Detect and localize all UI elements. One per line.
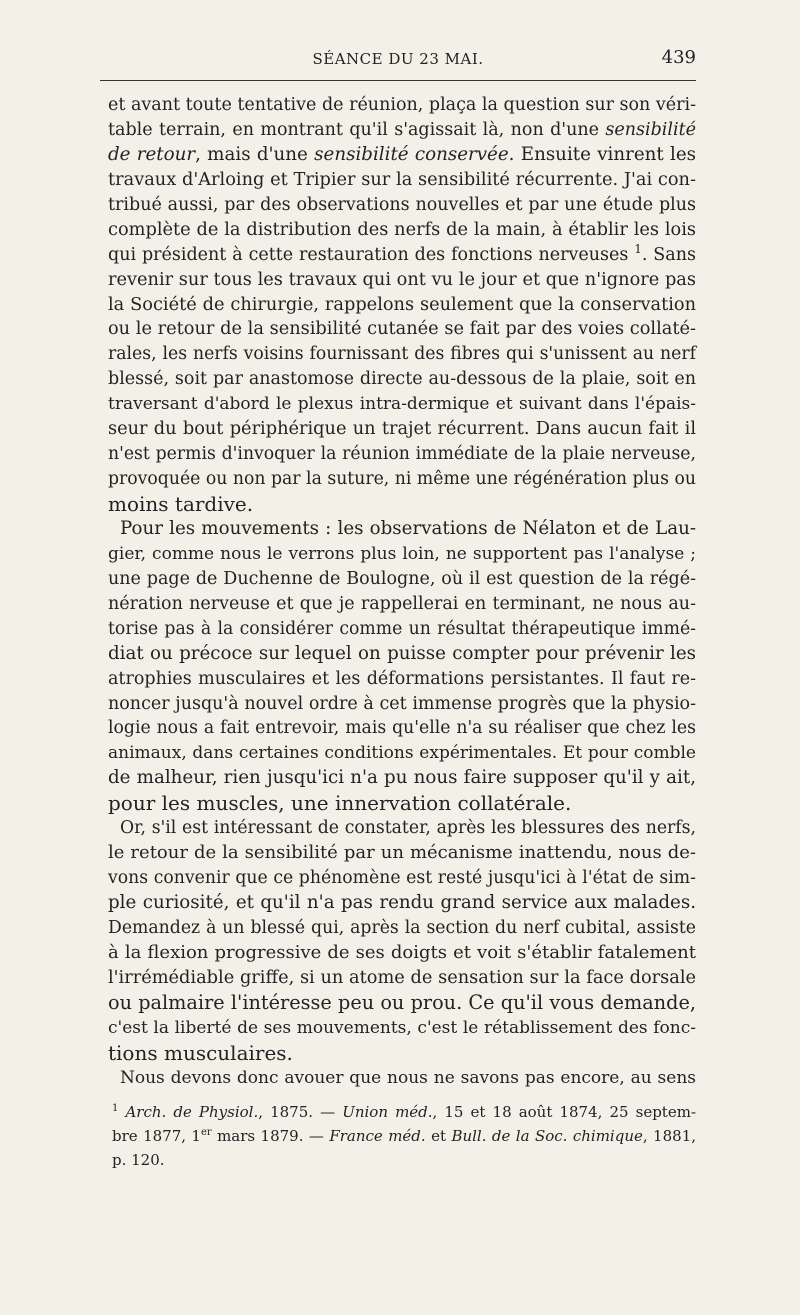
text-line: vons convenir que ce phénomène est resté jusqu'ici à l'état de sim- <box>108 868 696 889</box>
text-line: provoquée ou non par la suture, ni même une régénération plus ou <box>108 469 696 490</box>
text-line: traversant d'abord le plexus intra-dermique et suivant dans l'épais- <box>108 394 696 415</box>
text-line: seur du bout périphérique un trajet récurrent. Dans aucun fait il <box>108 419 696 440</box>
page-header <box>100 42 696 78</box>
text-line: complète de la distribution des nerfs de la main, à établir les lois <box>108 219 696 240</box>
text-line: gier, comme nous le verrons plus loin, ne supportent pas l'analyse ; <box>108 543 696 564</box>
text-line: qui président à cette restauration des fonctions nerveuses $^1$. Sans <box>108 241 696 265</box>
text-line: à la flexion progressive de ses doigts et voit s'établir fatalement <box>108 941 696 963</box>
text-line: travaux d'Arloing et Tripier sur la sensibilité récurrente. J'ai con- <box>108 169 696 190</box>
text-line: pour les muscles, une innervation collatérale. <box>108 791 572 816</box>
paragraph-1 <box>108 93 696 517</box>
body-text <box>108 93 696 1091</box>
text-line: une page de Duchenne de Boulogne, où il est question de la régé- <box>108 568 696 589</box>
footnote-line: $^1$ Arch. de Physiol., 1875. — Union méd., 15 et 18 août 1874, 25 septem- <box>112 1103 697 1121</box>
text-line: de retour, mais d'une sensibilité conservée. Ensuite vinrent les <box>108 143 696 165</box>
text-line: c'est la liberté de ses mouvements, c'est le rétablissement des fonc- <box>108 1017 696 1038</box>
text-line: noncer jusqu'à nouvel ordre à cet immense progrès que la physio- <box>108 693 696 714</box>
italic-term: sensibilité conservée <box>314 143 509 165</box>
text-line: nération nerveuse et que je rappellerai en terminant, ne nous au- <box>108 593 696 614</box>
text-line: torise pas à la considérer comme un résultat thérapeutique immé- <box>108 618 696 639</box>
text-line: animaux, dans certaines conditions expérimentales. Et pour comble <box>108 743 696 764</box>
page-number: 439 <box>661 47 696 68</box>
text-line: l'irrémédiable griffe, si un atome de sensation sur la face dorsale <box>108 967 696 988</box>
text-line: blessé, soit par anastomose directe au-dessous de la plaie, soit en <box>108 369 696 390</box>
paragraph-2 <box>108 517 696 816</box>
running-head: SÉANCE DU 23 MAI. <box>312 50 484 68</box>
italic-term: de retour <box>108 143 196 165</box>
text-line: tions musculaires. <box>108 1040 293 1065</box>
text-line: et avant toute tentative de réunion, plaça la question sur son véri- <box>108 95 696 115</box>
header-rule <box>100 80 696 81</box>
text-line: ple curiosité, et qu'il n'a pas rendu grand service aux malades. <box>108 892 696 913</box>
text-line: moins tardive. <box>108 492 254 516</box>
footnote-line: bre 1877, 1er mars 1879. — France méd. et Bull. de la Soc. chimique, 1881, <box>112 1127 697 1145</box>
italic-term: sensibilité <box>605 119 696 140</box>
text-line: le retour de la sensibilité par un mécanisme inattendu, nous de- <box>108 842 696 864</box>
text-line: Pour les mouvements : les observations de Nélaton et de Lau- <box>120 517 696 539</box>
text-line: ou le retour de la sensibilité cutanée se fait par des voies collaté- <box>108 319 696 340</box>
paragraph-3 <box>108 816 696 1065</box>
footnote-line: p. 120. <box>112 1151 165 1169</box>
text-line: tribué aussi, par des observations nouvelles et par une étude plus <box>108 194 696 215</box>
text-line: ou palmaire l'intéresse peu ou prou. Ce qu'il vous demande, <box>108 990 696 1014</box>
text-line: Nous devons donc avouer que nous ne savons pas encore, au sens <box>120 1067 696 1088</box>
footnote <box>112 1100 696 1172</box>
text-line: la Société de chirurgie, rappelons seulement que la conservation <box>108 294 696 315</box>
text-line: atrophies musculaires et les déformations persistantes. Il faut re- <box>108 668 696 689</box>
text-line: n'est permis d'invoquer la réunion immédiate de la plaie nerveuse, <box>108 444 696 465</box>
footnote-marker: 1 <box>112 1103 119 1114</box>
text-line: logie nous a fait entrevoir, mais qu'elle n'a su réaliser que chez les <box>108 718 696 739</box>
footnote-ref: 1 <box>634 241 642 256</box>
paragraph-4 <box>108 1066 696 1091</box>
text-line: rales, les nerfs voisins fournissant des fibres qui s'unissent au nerf <box>108 344 696 365</box>
text-line: diat ou précoce sur lequel on puisse compter pour prévenir les <box>108 642 696 664</box>
text-line: Demandez à un blessé qui, après la section du nerf cubital, assiste <box>108 917 696 938</box>
text-line: de malheur, rien jusqu'ici n'a pu nous faire supposer qu'il y ait, <box>108 767 696 789</box>
text-line: revenir sur tous les travaux qui ont vu le jour et que n'ignore pas <box>108 269 696 290</box>
text-line: table terrain, en montrant qu'il s'agissait là, non d'une sensibilité <box>108 119 696 140</box>
text-line: Or, s'il est intéressant de constater, après les blessures des nerfs, <box>120 818 696 839</box>
